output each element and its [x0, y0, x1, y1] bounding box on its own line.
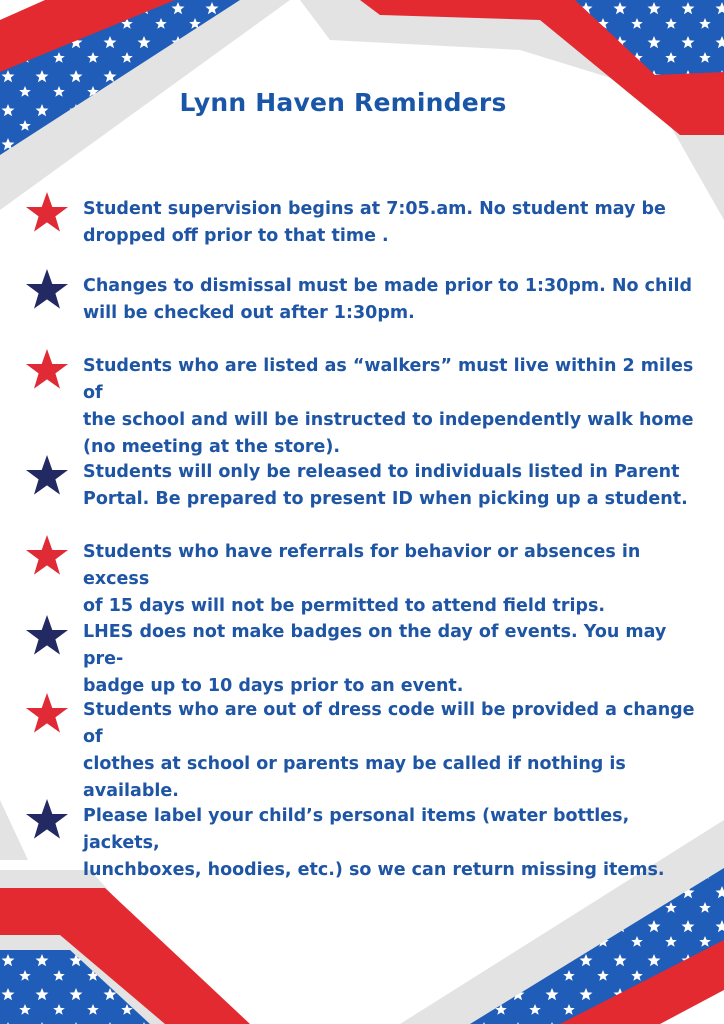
red-star-icon [24, 533, 70, 579]
navy-star-icon [24, 453, 70, 499]
reminder-text: Students who are listed as “walkers” must live within 2 miles of the school and will be instructed to independently walk home (no meeting at the store). [83, 356, 694, 457]
red-star-icon [24, 190, 70, 236]
red-star-icon [24, 347, 70, 393]
navy-star-icon [24, 267, 70, 313]
reminder-text: Changes to dismissal must be made prior to 1:30pm. No child will be checked out after 1:30pm. [83, 276, 692, 323]
navy-star-icon [24, 797, 70, 843]
reminder-text: Students will only be released to individuals listed in Parent Portal. Be prepared to present ID when picking up a student. [83, 462, 688, 509]
page-title: Lynn Haven Reminders [179, 88, 507, 117]
reminder-text: Students who are out of dress code will be provided a change of clothes at school or parents may be called if nothing is available. [83, 700, 695, 801]
reminder-text: Student supervision begins at 7:05.am. No student may be dropped off prior to that time . [83, 199, 666, 246]
reminder-text: Students who have referrals for behavior or absences in excess of 15 days will not be permitted to attend field trips. [83, 542, 641, 616]
red-star-icon [24, 691, 70, 737]
reminder-text: LHES does not make badges on the day of events. You may pre- badge up to 10 days prior to an event. [83, 622, 667, 696]
navy-star-icon [24, 613, 70, 659]
reminder-text: Please label your child’s personal items (water bottles, jackets, lunchboxes, hoodies, etc.) so we can return missing items. [83, 806, 665, 880]
